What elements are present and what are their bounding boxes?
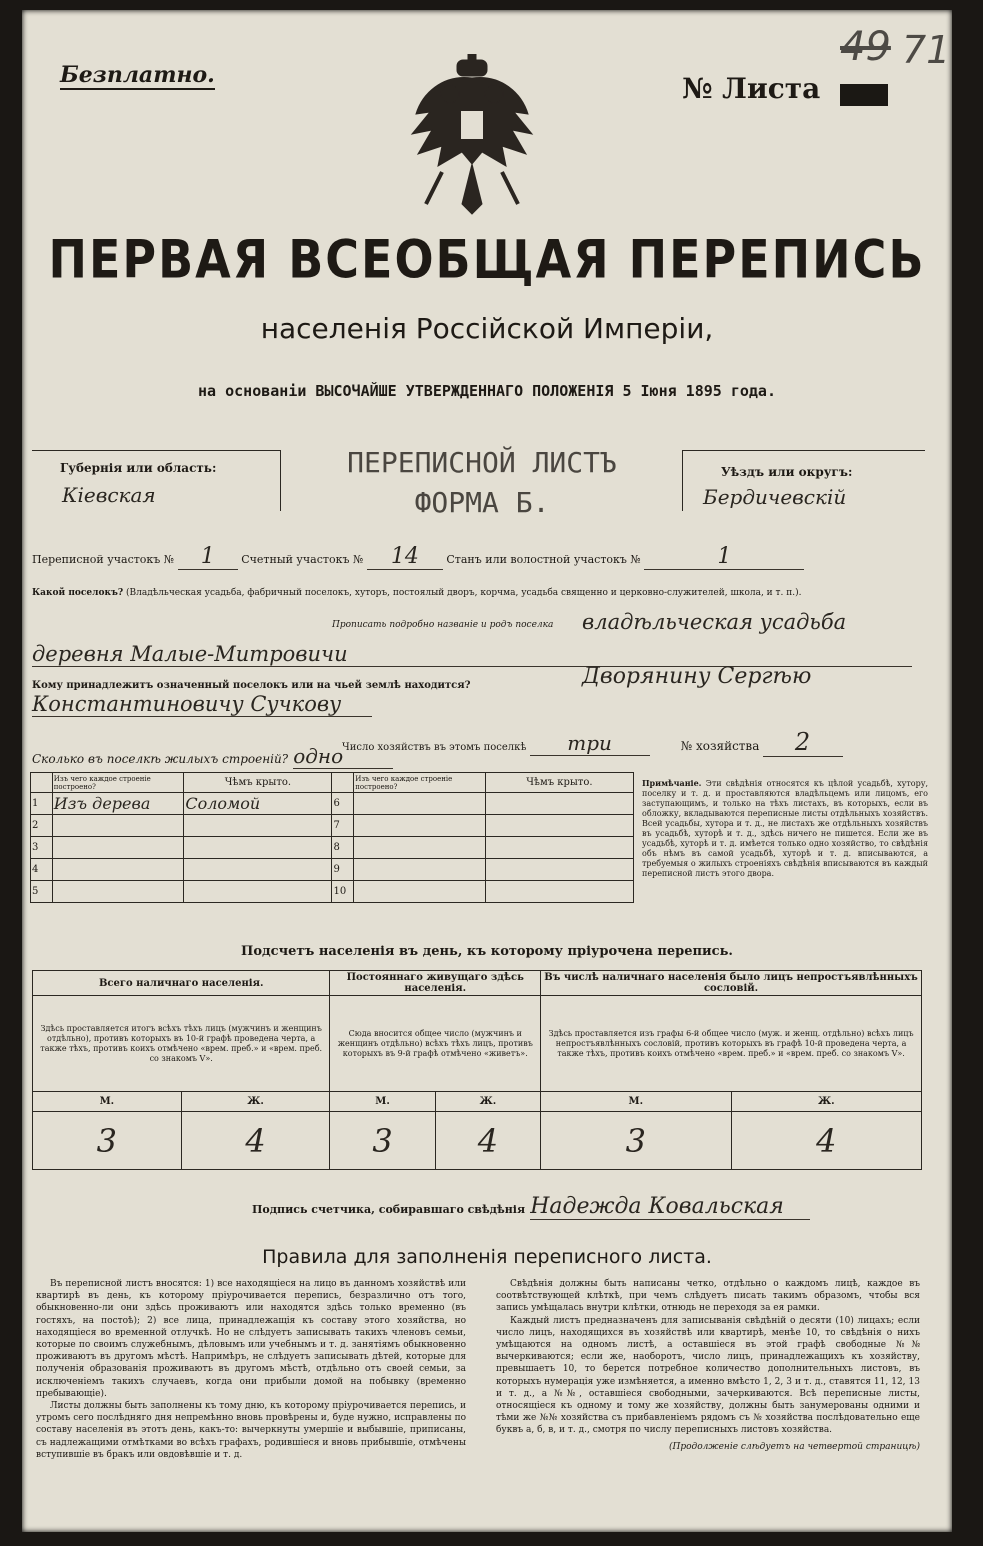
counts-col1-text: Здѣсь проставляется итогъ всѣхъ тѣхъ лицъ (мужчинъ и женщинъ отдѣльно), противъ которыхъ въ 10-й графѣ проведена черта, а также тѣхъ, противъ коихъ отмѣчено «врем. преб.» и «врем. преб. со знакомъ V». — [33, 996, 330, 1092]
counts-col3-text: Здѣсь проставляется изъ графы 6-й общее число (муж. и женщ. отдѣльно) всѣхъ лицъ непростъявлѣнныхъ сословій, противъ которыхъ въ графѣ 10-й проведена черта, а также тѣхъ, противъ коихъ отмѣчено «врем. преб.» и «врем. преб. со знакомъ V». — [541, 996, 922, 1092]
counts-heading: Подсчетъ населенія въ день, къ которому пріурочена перепись. — [241, 944, 733, 959]
count-district-label: Счетный участокъ № — [241, 553, 364, 566]
guberniya-value: Кіевская — [62, 483, 156, 507]
signature-label: Подпись счетчика, собиравшаго свѣдѣнія — [252, 1203, 526, 1216]
households-row — [342, 728, 843, 757]
owner-value: Дворянину Сергѣю — [582, 664, 812, 689]
owner-value-line2: Константиновичу Сучкову — [32, 692, 372, 717]
rules-right-column — [496, 1278, 920, 1453]
free-label: Безплатно. — [60, 62, 215, 88]
permanent-male: 3 — [330, 1112, 435, 1170]
rules-left-paragraph-2: Листы должны быть заполнены къ тому дню, къ которому пріурочивается перепись, и утромъ сего послѣдняго дня непремѣнно вновь провѣрены и, буде нужно, исправлены по составу населенія въ этотъ день, какъ-то: вычеркнуты умершіе и выбывшіе, приписаны, съ надлежащими отмѣтками во всѣхъ графахъ, родившіеся и вновь прибывшіе, отмѣчены вступившіе въ бракъ или овдовѣвшіе и т. д. — [36, 1401, 466, 1460]
buildings-table — [30, 772, 634, 903]
buildings-row — [32, 744, 393, 769]
note-text: Эти свѣдѣнія относятся къ цѣлой усадьбѣ, хутору, поселку и т. д. и проставляются владѣльцемъ или лицомъ, его заступающимъ, и только на тѣхъ листахъ, въ которыхъ, если въ обложку, вкладываются переписные листы отдѣльныхъ хозяйствъ. Всей усадьбы, хутора и т. д., не листахъ же отдѣльныхъ хозяйствъ въ усадьбѣ, хуторѣ и т. д., здѣсь ничего не пишется. Если же въ усадьбѣ, хуторѣ и т. д. имѣется только одно хозяйство, то свѣдѣнія объ нѣмъ въ самой усадьбѣ, хуторѣ и т. д. вписываются, а требуемыя о жилыхъ строеніяхъ свѣдѣнія вписываются въ каждый переписной листъ этого двора. — [642, 779, 928, 878]
households-value: три — [530, 731, 650, 756]
settlement-kind-label: Какой поселокъ? — [32, 588, 124, 598]
counts-table: Всего наличнаго населенія. Постояннаго живущаго здѣсь населенія. Въ числѣ наличнаго населенія было лицъ непростъявлѣнныхъ сословій. Здѣсь проставляется итогъ всѣхъ тѣхъ лицъ (мужчинъ и женщинъ отдѣльно), противъ которыхъ въ 10-й графѣ проведена черта, а также тѣхъ, противъ коихъ отмѣчено «врем. преб.» и «врем. преб. со знакомъ V». Сюда вносится общее число (мужчинъ и женщинъ отдѣльно) всѣхъ тѣхъ лицъ, противъ которыхъ въ 9-й графѣ отмѣчено «живетъ». Здѣсь проставляется изъ графы 6-й общее число (муж. и женщ. отдѣльно) всѣхъ лицъ непростъявлѣнныхъ сословій, противъ которыхъ въ графѣ 10-й проведена черта, а также тѣхъ, противъ коихъ отмѣчено «врем. преб.» и «врем. преб. со знакомъ V». М. Ж. М. Ж. М. Ж. 3 4 3 4 3 4 — [32, 970, 922, 1170]
table-row: 5 10 — [31, 881, 634, 903]
buildings-col-roof-2: Чѣмъ крыто. — [485, 773, 633, 793]
note-label: Примѣчаніе. — [642, 778, 702, 788]
sheet-number-label: № Листа — [682, 72, 821, 105]
guberniya-label: Губернія или область: — [60, 461, 217, 475]
settlement-kind-value-line2: деревня Малые-Митровичи — [32, 642, 912, 667]
census-district-label: Переписной участокъ № — [32, 553, 175, 566]
settlement-kind-hint2-row — [332, 620, 553, 630]
guberniya-box — [32, 450, 281, 511]
total-male: 3 — [33, 1112, 182, 1170]
uezd-box — [682, 450, 925, 511]
buildings-value: одно — [293, 744, 393, 769]
form-label: ФОРМА Б. — [414, 486, 550, 519]
counts-col1-head: Всего наличнаго населенія. — [33, 971, 330, 996]
buildings-col-roof: Чѣмъ крыто. — [184, 773, 332, 793]
table-row: 1 Изъ дерева Соломой 6 — [31, 793, 634, 815]
settlement-kind-hint: (Владѣльческая усадьба, фабричный поселокъ, хуторъ, постоялый дворъ, корчма, усадьба священно и церковно-служителей, школа, и т. п.). — [126, 588, 802, 598]
subtitle: населенія Россійской Имперіи, — [260, 312, 714, 345]
counts-col2-head: Постояннаго живущаго здѣсь населенія. — [330, 971, 541, 996]
census-sheet — [22, 10, 952, 1532]
page-number-pencil: 71 — [902, 28, 951, 72]
buildings-label: Сколько въ поселкѣ жилыхъ строеній? — [32, 752, 289, 766]
rules-left-column — [36, 1278, 466, 1461]
table-row: 3 8 — [31, 837, 634, 859]
count-district-value: 14 — [367, 544, 443, 570]
form-name: ПЕРЕПИСНОЙ ЛИСТЪ — [347, 446, 617, 479]
counts-col3-head: Въ числѣ наличнаго населенія было лицъ непростъявлѣнныхъ сословій. — [541, 971, 922, 996]
uezd-value: Бердичевскій — [703, 485, 847, 509]
table-row: 2 7 — [31, 815, 634, 837]
household-number-label: № хозяйства — [680, 739, 760, 753]
settlement-kind-hint2: Прописать подробно названіе и родъ поселка — [332, 620, 554, 630]
rules-left-paragraph-1: Въ переписной листъ вносятся: 1) все находящіеся на лицо въ данномъ хозяйствѣ или квартирѣ въ день, къ которому пріурочивается перепись, безразлично отъ того, обыкновенно-ли они здѣсь проживаютъ или находятся здѣсь только временно (въ гостяхъ, на постоѣ); 2) все лица, принадлежащія къ составу этого хозяйства, но находящіеся во временной отлучкѣ. Но не слѣдуетъ записывать такихъ членовъ семьи, которые по своимъ служебнымъ, дѣловымъ или учебнымъ и т. д. занятіямъ обыкновенно проживаютъ въ другомъ мѣстѣ. Напримѣръ, не слѣдуетъ записывать дѣтей, которые для полученія образованія проживаютъ въ другомъ мѣстѣ, отдѣльно отъ своей семьи, за исключеніемъ такихъ случаевъ, когда они прибыли домой на побывку (временно пребывающіе). — [36, 1279, 466, 1399]
estate-male: 3 — [541, 1112, 731, 1170]
camp-district-label: Станъ или волостной участокъ № — [446, 553, 641, 566]
buildings-col-what: Изъ чего каждое строеніе построено? — [52, 773, 184, 793]
table-row: 4 9 — [31, 859, 634, 881]
building-1-roof: Соломой — [184, 793, 332, 815]
buildings-col-what-2: Изъ чего каждое строеніе построено? — [354, 773, 486, 793]
rules-right-paragraph-1: Свѣдѣнія должны быть написаны четко, отдѣльно о каждомъ лицѣ, каждое въ соотвѣтствующей клѣткѣ, при чемъ слѣдуетъ писать такимъ образомъ, чтобы вся запись умѣщалась внутри клѣтки, отнюдь не переходя за ея рамки. — [496, 1279, 920, 1314]
rules-continued: (Продолженіе слѣдуетъ на четвертой страницѣ) — [668, 1441, 920, 1452]
household-number-value: 2 — [763, 728, 843, 757]
sheet-number-pencil: 49 — [840, 24, 891, 70]
sheet-number-redaction — [840, 84, 888, 106]
total-female: 4 — [181, 1112, 330, 1170]
building-1-material: Изъ дерева — [52, 793, 184, 815]
main-title: ПЕРВАЯ ВСЕОБЩАЯ ПЕРЕПИСЬ — [48, 227, 926, 291]
rules-right-paragraph-2: Каждый листъ предназначенъ для записыванія свѣдѣній о десяти (10) лицахъ; если число лицъ, находящихся въ хозяйствѣ или квартирѣ, менѣе 10, то свѣдѣнія о нихъ умѣщаются на одномъ листѣ, а оставшіеся въ этой графѣ свободные №№ вычеркиваются; если же, наоборотъ, число лицъ, принадлежащихъ къ хозяйству, превышаетъ 10, то берется потребное количество дополнительныхъ листовъ, въ которыхъ нумерація уже измѣняется, а именно вмѣсто 1, 2, 3 и т. д., ставятся 11, 12, 13 и т. д., а №№, оставшіеся свободными, зачеркиваются. Всѣ переписные листы, относящіеся къ одному и тому же хозяйству, должны быть занумерованы одними и тѣми же №№ хозяйства съ прибавленіемъ рядомъ съ № хозяйства послѣдовательно еще буквъ а, б, в, и т. д., смотря по числу переписныхъ листовъ хозяйства. — [496, 1315, 920, 1436]
uezd-label: Уѣздъ или округъ: — [721, 465, 853, 479]
settlement-kind-row — [32, 586, 932, 600]
note-block — [642, 778, 928, 879]
camp-district-value: 1 — [644, 544, 804, 570]
districts-line — [32, 544, 932, 570]
estate-female: 4 — [731, 1112, 921, 1170]
rules-title: Правила для заполненія переписного листа. — [262, 1246, 712, 1268]
counts-col2-text: Сюда вносится общее число (мужчинъ и женщинъ отдѣльно) всѣхъ тѣхъ лицъ, противъ которыхъ въ 9-й графѣ отмѣчено «живетъ». — [330, 996, 541, 1092]
households-label: Число хозяйствъ въ этомъ поселкѣ — [342, 742, 527, 753]
signature-row — [252, 1194, 810, 1220]
signature-value: Надежда Ковальская — [530, 1194, 810, 1220]
census-district-value: 1 — [178, 544, 238, 570]
settlement-kind-value: владѣльческая усадьба — [582, 610, 847, 634]
owner-label: Кому принадлежитъ означенный поселокъ или на чьей землѣ находится? — [32, 680, 471, 691]
double-headed-eagle-emblem — [402, 54, 542, 224]
permanent-female: 4 — [435, 1112, 540, 1170]
legal-basis: на основаніи ВЫСОЧАЙШЕ УТВЕРЖДЕННАГО ПОЛОЖЕНІЯ 5 Іюня 1895 года. — [198, 382, 776, 400]
